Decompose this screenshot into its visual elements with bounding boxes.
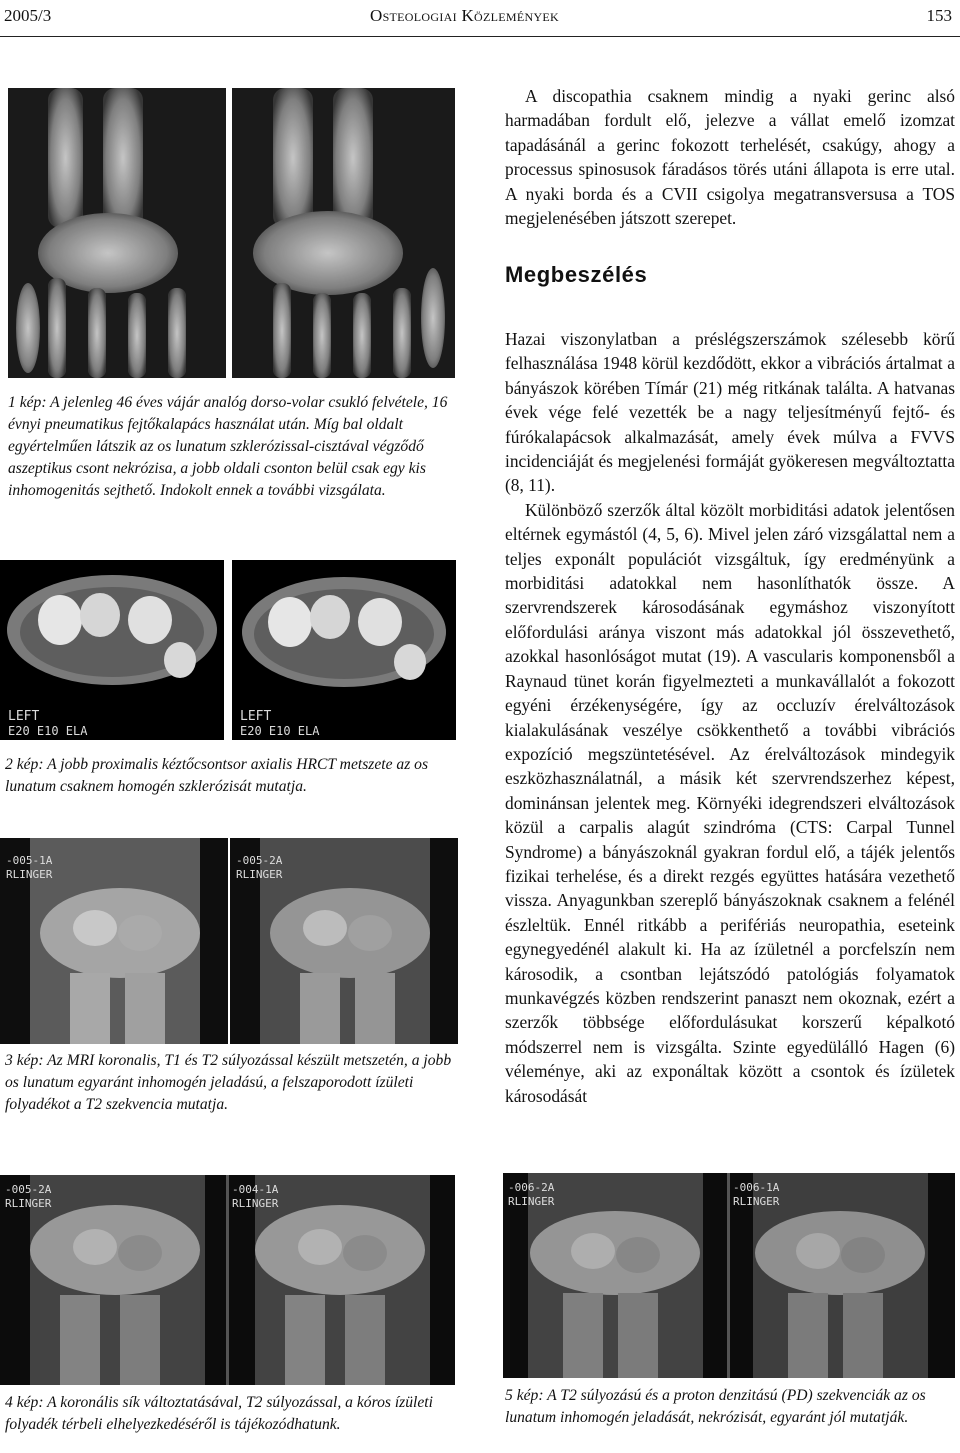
mri4-name-left: RLINGER (5, 1197, 52, 1210)
ct-params-left: E20 E10 ELA (8, 724, 88, 738)
figure-2-caption: 2 kép: A jobb proximalis kéztőcsontsor axialis HRCT metszete az os lunatum csaknem homogén szklerózisát mutatja. (5, 756, 429, 795)
ct-label-left: LEFT (8, 709, 40, 724)
mri4-id-left: -005-2A (5, 1183, 52, 1196)
mri5-id-left: -006-2A (508, 1181, 555, 1194)
figure-2-ct-left (0, 560, 224, 740)
intro-paragraph (505, 84, 955, 230)
figure-1-caption: 1 kép: A jelenleg 46 éves vájár analóg dorso-volar csukló felvétele, 16 évnyi pneumatikus fejtőkalapács használat után. Míg bal oldalt egyértelműen látszik az os lunatum szklerózissal-cisztával végződő aszeptikus csont nekrózisa, a jobb oldali csonton belül csak egy kis inhomogenitás sejthető. Indokolt ennek a további vizsgálata. (8, 394, 448, 499)
mri-name-left: RLINGER (6, 868, 53, 881)
figure-5-mri (503, 1173, 955, 1378)
figure-1-xray (8, 88, 455, 378)
mri5-id-right: -006-1A (733, 1181, 780, 1194)
section-heading (505, 262, 705, 288)
figure-5-caption: 5 kép: A T2 súlyozású és a proton denzitású (PD) szekvenciák az os lunatum inhomogén jeladását, nekrózisát, egyaránt jól mutatják. (505, 1387, 926, 1426)
page-number: 153 (926, 6, 952, 25)
mri5-name-right: RLINGER (733, 1195, 780, 1208)
journal-title: Osteologiai Közlemények (370, 6, 560, 25)
figure-2-ct-right (232, 560, 456, 740)
intro-text: A discopathia csaknem mindig a nyaki gerinc alsó harmadában fordult elő, jelezve a vállat emelő izomzat tapadásánál a gerinc fokozott terhelését, csakúgy, ahogy a processus spinosusok fáradásos törés utáni állapota is erre utal. A nyaki borda és a CVII csigolya megatransversusa a TOS megjelenésében játszott szerepet. (505, 86, 955, 229)
mri-name-right: RLINGER (236, 868, 283, 881)
ct-params-right: E20 E10 ELA (240, 724, 320, 738)
figure-4-mri (0, 1175, 455, 1385)
figure-3-mri-right (230, 838, 458, 1044)
ct-label-right: LEFT (240, 709, 272, 724)
section-heading-text: Megbeszélés (505, 262, 648, 287)
mri-id-left: -005-1A (6, 854, 53, 867)
discussion-paragraph-1: Hazai viszonylatban a préslégszerszámok szélesebb körű felhasználása 1948 körül kezdődött, ekkor a vibrációs ártalmat a bányászok körében Tímár (21) még ritkának találta. A hatvanas évek vége felé vezették be a nagy teljesítményű fejtő- és fúrókalapácsok alkalmazását, amely évek múlva a FVVS incidenciáját és megjelenési formáját gyökeresen megváltoztatta (8, 11). (505, 329, 955, 496)
mri-id-right: -005-2A (236, 854, 283, 867)
figure-3-mri-left (0, 838, 228, 1044)
discussion-body (505, 327, 955, 1108)
issue-number: 2005/3 (4, 6, 52, 25)
mri4-name-right: RLINGER (232, 1197, 279, 1210)
figure-4-caption: 4 kép: A koronális sík változtatásával, T2 súlyozással, a kóros ízületi folyadék térbeli elhelyezkedéséről is tájékozódhatunk. (5, 1394, 433, 1433)
mri5-name-left: RLINGER (508, 1195, 555, 1208)
mri4-id-right: -004-1A (232, 1183, 279, 1196)
discussion-paragraph-2: Különböző szerzők által közölt morbiditási adatok jelentősen eltérnek egymástól (4, 5, 6). Mivel jelen záró vizsgálattal nem a teljes exponált populációt vizsgáltuk, így eredményünk a morbiditási adatokkal nem hasonlíthatók össze. A szervrendszerek károsodásának egymáshoz viszonyított előfordulási aránya viszont más adatokkal jól összevethető, azokkal hasonlóságot mutat (19). A vascularis komponensből a Raynaud tünet korán figyelmezteti a munkavállalót a fokozott egyéni érzékenységére, így az occluzív érelváltozások kialakulásának veszélye csökkenthető a további vibrációs expozíció megszüntetésével. Az érelváltozások mindegyik eszközhasználatnál, a másik két szervrendszerhez képest, dominánsan jelentek meg. Környéki idegrendszeri elváltozások közül a carpalis alagút szindróma (CTS: Carpal Tunnel Syndrome) a bányászoknál gyakran fordul elő, a tájék jelentős fizikai terhelése, és a direkt rezgés együttes hatására vezethető vissza. Anyagunkban szereplő bányászoknak csaknem a felénél észleltük. Ennél ritkább a perifériás neuropathia, eseteink egynegyedénél alakult ki. Ha az ízületnél a porcfelszín nem károsodik, a csontban lejátszódó patológiás folyamatok munkavégzés közben rendszerint panaszt nem okoznak, ezért a szerzők többsége előfordulásukat korszerű képalkotó módszerrel nem is vizsgálta. Szinte egyedülálló Hagen (6) véleménye, aki az exponáltak között a csontok és ízületek károsodását (505, 499, 955, 1106)
figure-3-caption: 3 kép: Az MRI koronalis, T1 és T2 súlyozással készült metszetén, a jobb os lunatum egyaránt inhomogén jeladású, a felszaporodott ízületi folyadékot a T2 szekvencia mutatja. (5, 1052, 452, 1113)
page-header (0, 0, 960, 37)
